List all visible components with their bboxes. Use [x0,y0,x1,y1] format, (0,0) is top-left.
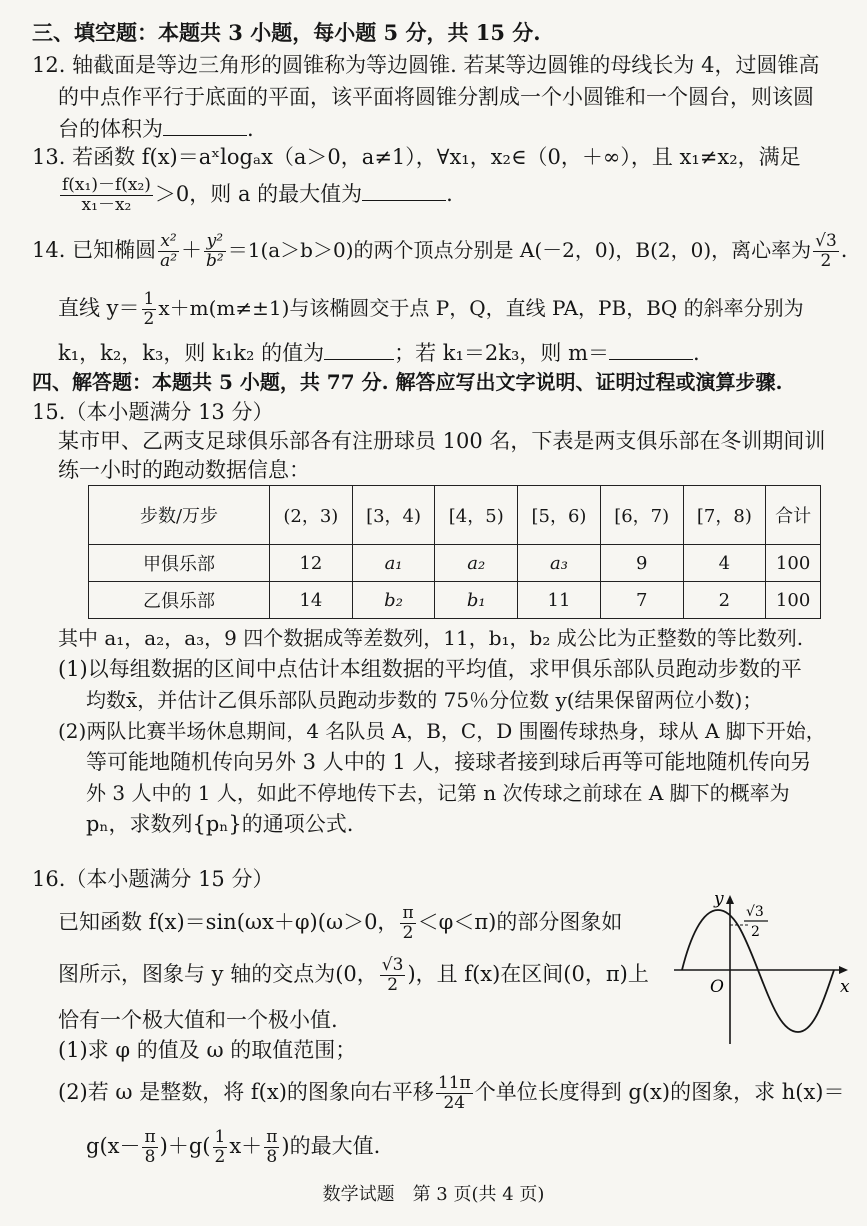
q14-line-2 [58,286,804,330]
q14-line-3-b: ；若 k₁＝2k₃，则 m＝ [394,341,609,365]
q16-pi-den: 2 [402,923,414,943]
q16-line-2-a: 图所示，图象与 y 轴的交点为(0， [58,962,378,986]
table-cell: b₁ [435,582,518,619]
table-cell: 100 [766,545,821,582]
q12-answer-blank[interactable] [163,115,247,136]
section-3-heading: 三、填空题：本题共 3 小题，每小题 5 分，共 15 分. [32,20,541,45]
q13-line-2-tail: ＞0，则 a 的最大值为 [154,182,363,206]
q16-shift-den: 24 [443,1093,466,1113]
q14-answer-blank-1[interactable] [324,339,394,360]
intercept-den-label: 2 [751,924,760,940]
q13-fraction [60,176,153,215]
q16-part-2-a: (2)若 ω 是整数，将 f(x)的图象向右平移 [58,1080,434,1104]
table-cell: 7 [600,582,683,619]
q14-ellipse-frac-y [204,232,226,271]
y-axis-label: y [714,889,724,909]
q16-pi-half-frac [400,904,415,943]
table-header-row [89,486,821,545]
q14-ecc-den: 2 [820,251,832,271]
table-cell: 14 [270,582,353,619]
table-header-cell: (2，3) [270,486,353,545]
q16-part-2 [58,1070,845,1114]
table-cell: 12 [270,545,353,582]
q16-shift-frac [436,1074,473,1113]
table-cell: 2 [683,582,766,619]
q15-part-1-line-2: 均数x̄，并估计乙俱乐部队员跑动步数的 75％分位数 y(结果保留两位小数)； [86,688,763,712]
q15-part-2-line-2: 等可能地随机传向另外 3 人中的 1 人，接球者接到球后再等可能地随机传向另 [86,750,812,774]
q14-half-frac [142,290,157,329]
q16-title: 16.（本小题满分 15 分） [32,867,274,891]
table-cell: 乙俱乐部 [89,582,270,619]
page-footer: 数学试题 第 3 页(共 4 页) [322,1184,545,1205]
q14-line-2-b: x＋m(m≠±1)与该椭圆交于点 P，Q，直线 PA，PB，BQ 的斜率分别为 [158,296,804,320]
table-header-cell: 步数/万步 [89,486,270,545]
q15-intro-2: 练一小时的跑动数据信息： [58,458,310,482]
table-header-cell: [5，6) [518,486,601,545]
x-axis-label: x [840,977,850,997]
q14-line-1 [32,228,847,272]
q13-answer-blank[interactable] [362,180,446,201]
q16-line-3: 恰有一个极大值和一个极小值. [58,1008,338,1032]
q12-line-1: 12. 轴截面是等边三角形的圆锥称为等边圆锥. 若某等边圆锥的母线长为 4，过圆锥高 [32,53,820,77]
q16-line-2-b: )，且 f(x)在区间(0，π)上 [407,962,649,986]
q14-ellipse-x-num: x² [158,232,179,252]
table-cell: 100 [766,582,821,619]
q14-answer-blank-2[interactable] [609,339,693,360]
q14-line-3-a: k₁，k₂，k₃，则 k₁k₂ 的值为 [58,341,325,365]
q16-h-c: x＋ [229,1134,263,1158]
q14-line-1-a: 14. 已知椭圆 [32,238,157,262]
table-cell: 4 [683,545,766,582]
q16-h-d: )的最大值. [281,1134,381,1158]
q14-half-num: 1 [143,289,155,309]
q14-ellipse-frac-x [158,232,179,271]
q13-frac-num: f(x₁)－f(x₂) [62,175,151,195]
q15-note: 其中 a₁，a₂，a₃，9 四个数据成等差数列，11，b₁，b₂ 成公比为正整数的等比数列. [58,626,804,650]
table-cell: 甲俱乐部 [89,545,270,582]
q15-part-2-line-1: (2)两队比赛半场休息期间，4 名队员 A，B，C，D 围圈传球热身，球从 A 脚下开始， [58,719,826,743]
q13-line-2: $\frac{\text{f(x₁)－f(x₂)}}{\text{x₁－x₂}}$ ＞0，则 a 的最大值为 . [62,175,453,215]
q14-ellipse-y-den: b² [206,251,224,271]
q15-data-table [88,485,821,619]
q14-line-3 [58,339,700,366]
table-header-cell: [3，4) [352,486,435,545]
q16-line-1 [58,900,622,944]
q16-h-expression [86,1124,380,1168]
q16-h-a: g(x－ [86,1134,141,1158]
q14-line-1-b: ＝1(a＞b＞0)的两个顶点分别是 A(－2，0)，B(2，0)，离心率为 [227,238,812,262]
q13-frac-den: x₁－x₂ [81,195,132,215]
origin-label: O [710,977,724,997]
q16-shift-num: 11π [437,1073,471,1093]
q16-h-pi-den: 8 [144,1147,156,1167]
q16-h-b: )＋g( [159,1134,211,1158]
table-cell: 9 [600,545,683,582]
q16-root3-frac [380,956,406,995]
table-row [89,545,821,582]
table-cell: a₂ [435,545,518,582]
table-cell: a₁ [352,545,435,582]
q16-h-pi-num-2: π [266,1127,278,1147]
q16-h-pi-den-2: 8 [266,1147,278,1167]
q16-pi-num: π [402,903,414,923]
table-cell: 11 [518,582,601,619]
x-axis-arrow-icon [839,966,848,974]
q12-line-3: 台的体积为 . [58,117,254,141]
table-row [89,582,821,619]
q14-ecc-frac [813,232,839,271]
q14-line-2-a: 直线 y＝ [58,296,140,320]
y-axis-arrow-icon [726,895,734,904]
section-4-heading: 四、解答题：本题共 5 小题，共 77 分. 解答应写出文字说明、证明过程或演算步骤. [32,370,783,394]
q15-title: 15.（本小题满分 13 分） [32,400,274,424]
q16-root3-den: 2 [387,975,399,995]
table-header-cell: 合计 [766,486,821,545]
table-header-cell: [7，8) [683,486,766,545]
q16-h-half-num: 1 [214,1127,226,1147]
table-cell: a₃ [518,545,601,582]
q16-h-half-den: 2 [214,1147,226,1167]
q16-root3-num: √3 [381,955,404,975]
q15-part-2-line-3: 外 3 人中的 1 人，如此不停地传下去，记第 n 次传球之前球在 A 脚下的概率为 [86,781,790,805]
q16-sine-graph [668,888,854,1048]
q14-ellipse-x-den: a² [160,251,178,271]
q14-line-3-end: . [693,341,700,365]
q12-line-2: 的中点作平行于底面的平面，该平面将圆锥分割成一个小圆锥和一个圆台，则该圆 [58,85,814,109]
q16-line-2 [58,952,649,996]
q16-h-pi-num: π [144,1127,156,1147]
q14-plus: ＋ [181,238,203,262]
q15-part-1-line-1: (1)以每组数据的区间中点估计本组数据的平均值，求甲俱乐部队员跑动步数的平 [58,657,802,681]
q16-h-half-frac [213,1128,228,1167]
q13-line-1: 13. 若函数 f(x)＝aˣlogₐx（a＞0，a≠1），∀x₁，x₂∈（0，＋∞），且 x₁≠x₂，满足 [32,145,801,169]
intercept-num-label: √3 [746,904,764,920]
q12-line-3-text: 台的体积为 [58,117,163,141]
q14-half-den: 2 [143,309,155,329]
q15-part-2-line-4: pₙ，求数列{pₙ}的通项公式. [86,812,354,836]
q15-intro-1: 某市甲、乙两支足球俱乐部各有注册球员 100 名，下表是两支俱乐部在冬训期间训 [58,429,826,453]
q14-ecc-num: √3 [815,231,837,251]
q16-part-1: (1)求 φ 的值及 ω 的取值范围； [58,1038,357,1062]
q14-period: . [840,238,848,262]
q14-ellipse-y-num: y² [204,232,226,252]
q16-h-pi8-frac [142,1128,157,1167]
table-header-cell: [4，5) [435,486,518,545]
table-cell: b₂ [352,582,435,619]
q16-line-1-a: 已知函数 f(x)＝sin(ωx＋φ)(ω＞0， [58,910,399,934]
q16-h-pi8-frac-2 [264,1128,279,1167]
q16-line-1-b: ＜φ＜π)的部分图象如 [417,910,623,934]
table-header-cell: [6，7) [600,486,683,545]
q16-part-2-b: 个单位长度得到 g(x)的图象，求 h(x)＝ [474,1080,845,1104]
